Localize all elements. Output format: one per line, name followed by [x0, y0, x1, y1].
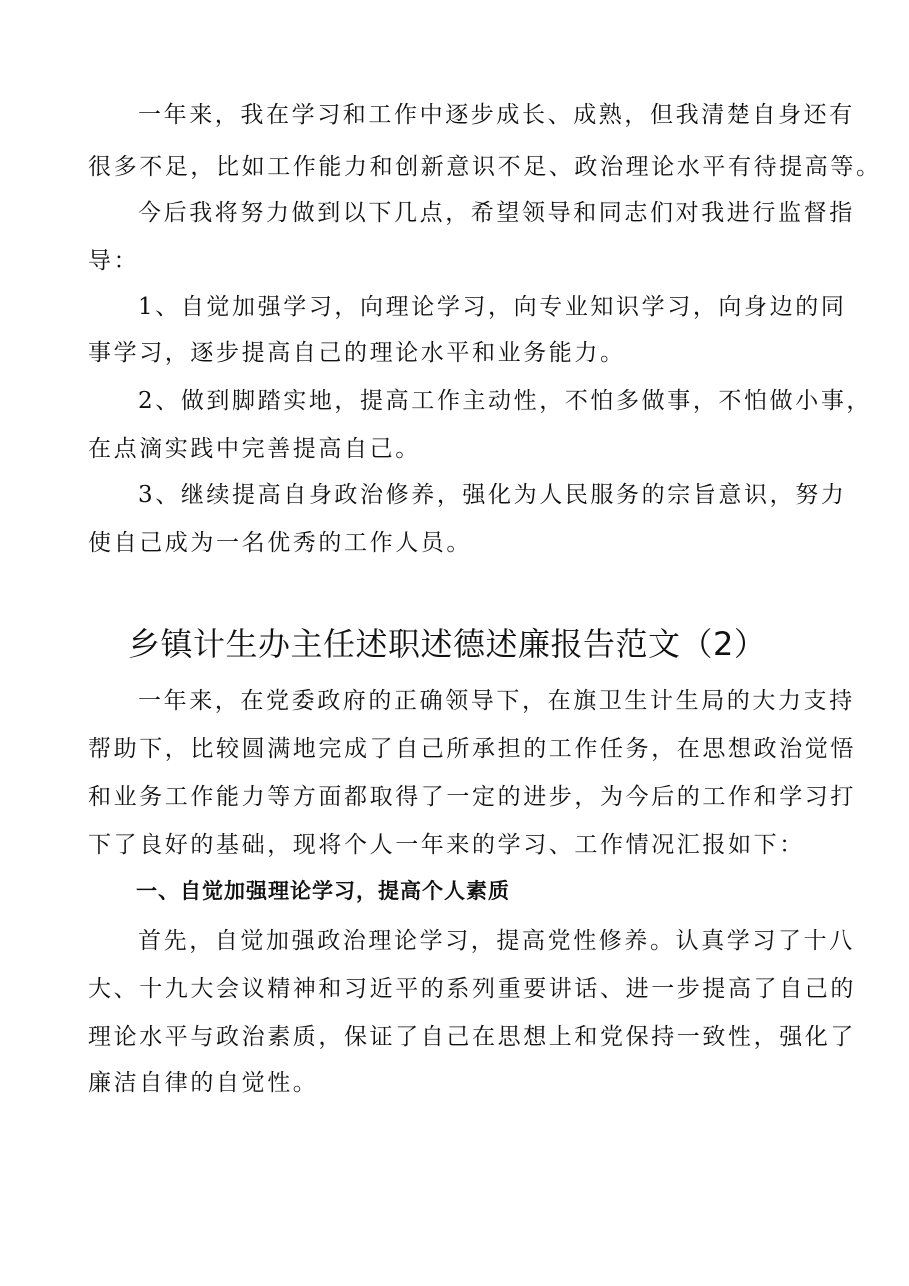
paragraph-line: 2、做到脚踏实地，提高工作主动性，不怕多做事，不怕做小事， [138, 388, 873, 414]
paragraph-line: 今后我将努力做到以下几点，希望领导和同志们对我进行监督指 [138, 200, 855, 226]
paragraph-line: 理论水平与政治素质，保证了自己在思想上和党保持一致性，强化了 [88, 1024, 856, 1050]
paragraph-line: 一年来，在党委政府的正确领导下，在旗卫生计生局的大力支持 [138, 688, 855, 714]
paragraph-line: 使自己成为一名优秀的工作人员。 [88, 530, 472, 556]
paragraph-line: 很多不足，比如工作能力和创新意识不足、政治理论水平有待提高等。 [88, 154, 882, 180]
paragraph-line: 首先，自觉加强政治理论学习，提高党性修养。认真学习了十八 [138, 928, 855, 954]
paragraph-line: 廉洁自律的自觉性。 [88, 1070, 319, 1096]
paragraph-line: 3、继续提高自身政治修养，强化为人民服务的宗旨意识，努力 [138, 482, 847, 508]
section-title: 乡镇计生办主任述职述德述廉报告范文（2） [128, 625, 767, 663]
paragraph-line: 和业务工作能力等方面都取得了一定的进步，为今后的工作和学习打 [88, 784, 856, 810]
paragraph-line: 大、十九大会议精神和习近平的系列重要讲话、进一步提高了自己的 [88, 976, 856, 1002]
paragraph-line: 在点滴实践中完善提高自己。 [88, 436, 421, 462]
paragraph-line: 事学习，逐步提高自己的理论水平和业务能力。 [88, 340, 626, 366]
paragraph-line: 下了良好的基础，现将个人一年来的学习、工作情况汇报如下： [88, 832, 805, 858]
paragraph-line: 导： [88, 248, 140, 274]
paragraph-line: 帮助下，比较圆满地完成了自己所承担的工作任务，在思想政治觉悟 [88, 736, 856, 762]
subsection-title: 一、自觉加强理论学习，提高个人素质 [136, 879, 510, 903]
paragraph-line: 1、自觉加强学习，向理论学习，向专业知识学习，向身边的同 [138, 294, 847, 320]
paragraph-line: 一年来，我在学习和工作中逐步成长、成熟，但我清楚自身还有 [138, 102, 855, 128]
